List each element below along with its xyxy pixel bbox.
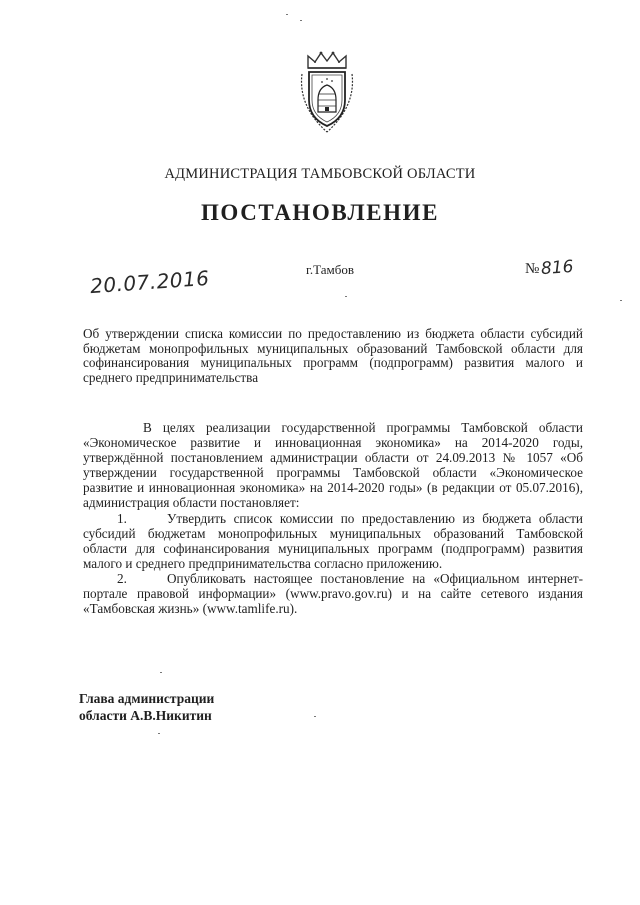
item-text: Опубликовать настоящее постановление на «Официальном интернет-портале правовой информации» (www.pravo.gov.ru) и на сайте сетевого издания «Тамбовская жизнь» (www.tamlife.ru).: [83, 571, 583, 616]
signature-block: [79, 690, 214, 724]
document-body: [83, 420, 583, 616]
scan-speck: [345, 296, 347, 297]
handwritten-date: 20.07.2016: [89, 265, 211, 299]
list-item: [83, 571, 583, 616]
item-number: 2.: [117, 571, 127, 586]
item-text: Утвердить список комиссии по предоставлению из бюджета области субсидий бюджетам монопрофильных муниципальных образований Тамбовской области для софинансирования муниципальных программ (подпрограмм) развития малого и среднего предпринимательства согласно приложению.: [83, 511, 583, 571]
signature-position: Глава администрации: [79, 691, 215, 706]
scan-speck: [158, 733, 160, 734]
coat-of-arms-icon: [294, 50, 360, 136]
signature-name: области А.В.Никитин: [79, 708, 212, 723]
document-number: [525, 258, 574, 278]
preamble-paragraph: В целях реализации государственной программы Тамбовской области «Экономическое развитие и инновационная экономика» на 2014-2020 годы, утверждённой постановлением администрации области от 24.09.2013 № 1057 «Об утверждении государственной программы Тамбовской области «Экономическое развитие и инновационная экономика» на 2014-2020 годы» (в редакции от 05.07.2016), администрация области постановляет:: [83, 420, 583, 510]
document-type-heading: ПОСТАНОВЛЕНИЕ: [200, 200, 440, 225]
city-label: г.Тамбов: [306, 262, 354, 277]
handwritten-number: 816: [540, 256, 575, 280]
list-item: [83, 511, 583, 571]
scan-speck: [300, 20, 302, 21]
document-subject: Об утверждении списка комиссии по предоставлению из бюджета области субсидий бюджетам монопрофильных муниципальных образований Тамбовской области для софинансирования муниципальных программ (подпрограмм) развития малого и среднего предпринимательства: [83, 326, 583, 385]
scan-speck: [160, 672, 162, 673]
scan-speck: [620, 300, 622, 301]
organization-title: АДМИНИСТРАЦИЯ ТАМБОВСКОЙ ОБЛАСТИ: [164, 166, 476, 182]
item-number: 1.: [117, 511, 127, 526]
scan-speck: [286, 14, 288, 15]
number-sign: №: [525, 261, 540, 277]
scan-speck: [314, 716, 316, 717]
